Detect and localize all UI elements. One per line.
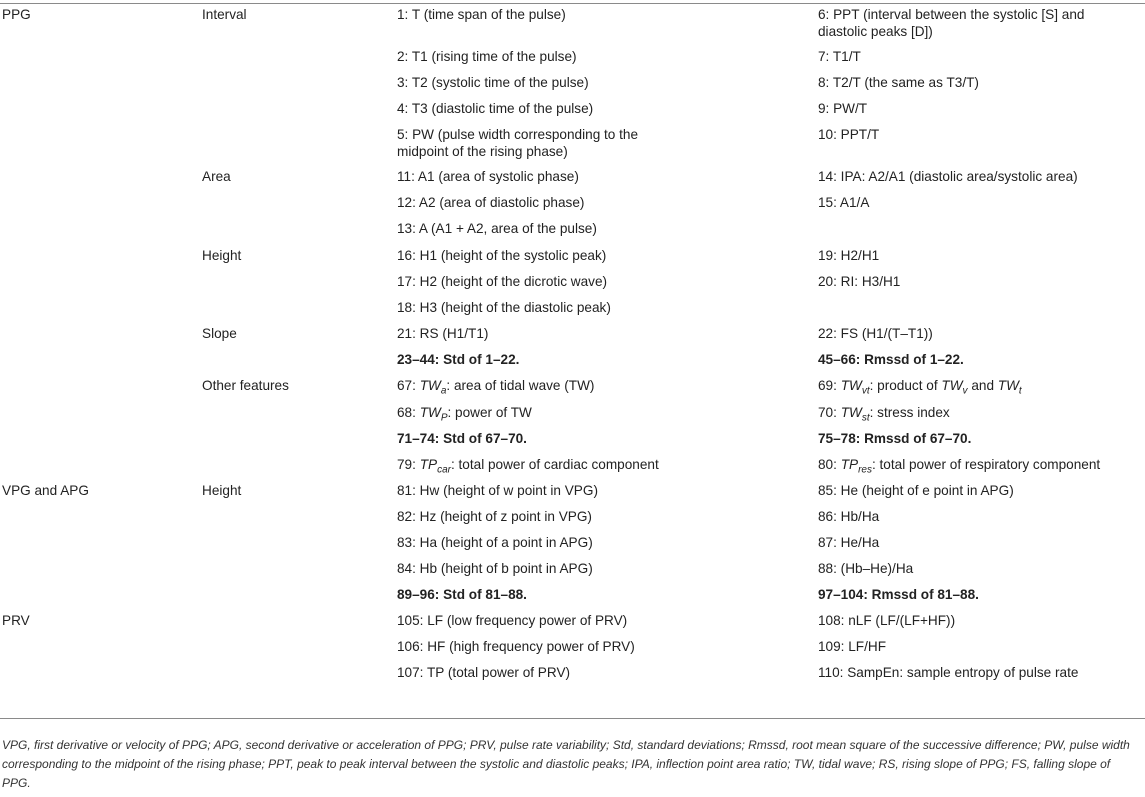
group-cell: VPG and APG bbox=[2, 483, 89, 498]
feature-left-cell: 83: Ha (height of a point in APG) bbox=[397, 535, 593, 550]
feature-left-cell bbox=[397, 404, 532, 427]
feature-left-cell bbox=[397, 456, 659, 479]
feature-right-cell: 14: IPA: A2/A1 (diastolic area/systolic area) bbox=[818, 169, 1078, 184]
cell-symbol: TW bbox=[419, 378, 441, 393]
feature-left-cell: 23–44: Std of 1–22. bbox=[397, 352, 520, 367]
table-row bbox=[0, 404, 1145, 430]
table-row bbox=[0, 273, 1145, 299]
feature-right-cell: 75–78: Rmssd of 67–70. bbox=[818, 431, 972, 446]
table-row bbox=[0, 430, 1145, 456]
group-cell: PRV bbox=[2, 613, 30, 628]
category-cell: Height bbox=[202, 483, 242, 498]
feature-right-cell bbox=[818, 456, 1100, 479]
table-row bbox=[0, 194, 1145, 220]
feature-right-cell bbox=[818, 404, 950, 427]
cell-text: : stress index bbox=[869, 405, 950, 420]
table-row bbox=[0, 351, 1145, 377]
category-cell: Height bbox=[202, 248, 242, 263]
category-cell: Slope bbox=[202, 326, 237, 341]
feature-right-cell: 110: SampEn: sample entropy of pulse rate bbox=[818, 665, 1079, 680]
feature-right-cell: 9: PW/T bbox=[818, 101, 868, 116]
feature-left-cell: 71–74: Std of 67–70. bbox=[397, 431, 527, 446]
feature-left-cell: 107: TP (total power of PRV) bbox=[397, 665, 571, 680]
table-row bbox=[0, 168, 1145, 194]
feature-left-cell: 5: PW (pulse width corresponding to the midpoint of the rising phase) bbox=[397, 127, 639, 159]
table-row bbox=[0, 482, 1145, 508]
feature-left-cell: 106: HF (high frequency power of PRV) bbox=[397, 639, 635, 654]
table-row bbox=[0, 48, 1145, 74]
feature-right-cell: 87: He/Ha bbox=[818, 535, 880, 550]
cell-symbol: TW bbox=[419, 405, 441, 420]
feature-left-cell: 84: Hb (height of b point in APG) bbox=[397, 561, 593, 576]
feature-left-cell: 4: T3 (diastolic time of the pulse) bbox=[397, 101, 594, 116]
cell-symbol: TW bbox=[997, 378, 1019, 393]
feature-table bbox=[0, 6, 1145, 690]
cell-subscript: t bbox=[1018, 385, 1022, 397]
feature-right-cell: 7: T1/T bbox=[818, 49, 861, 64]
category-cell: Interval bbox=[202, 7, 247, 22]
table-row bbox=[0, 638, 1145, 664]
feature-right-cell: 85: He (height of e point in APG) bbox=[818, 483, 1014, 498]
feature-left-cell: 3: T2 (systolic time of the pulse) bbox=[397, 75, 589, 90]
cell-text: 80: bbox=[818, 457, 841, 472]
category-cell: Other features bbox=[202, 378, 289, 393]
table-row bbox=[0, 534, 1145, 560]
cell-subscript: v bbox=[962, 385, 968, 397]
table-row bbox=[0, 325, 1145, 351]
feature-left-cell: 12: A2 (area of diastolic phase) bbox=[397, 195, 585, 210]
table-row bbox=[0, 247, 1145, 273]
feature-right-cell: 15: A1/A bbox=[818, 195, 870, 210]
cell-text: : area of tidal wave (TW) bbox=[446, 378, 595, 393]
feature-right-cell: 20: RI: H3/H1 bbox=[818, 274, 901, 289]
cell-text: and bbox=[967, 378, 998, 393]
table-row bbox=[0, 100, 1145, 126]
group-cell: PPG bbox=[2, 7, 31, 22]
feature-right-cell bbox=[818, 377, 1022, 400]
feature-left-cell: 13: A (A1 + A2, area of the pulse) bbox=[397, 221, 597, 236]
table-footnote: VPG, first derivative or velocity of PPG; APG, second derivative or acceleration of PPG; PRV, pulse rate variability; Std, standard deviations; Rmssd, root mean square of the successive difference; PW, pulse width corresponding to the midpoint of the rising phase; PPT, peak to peak interval between the systolic and diastolic peaks; IPA, inflection point area ratio; TW, tidal wave; RS, rising slope of PPG; FS, falling slope of PPG. bbox=[2, 738, 1130, 790]
category-cell: Area bbox=[202, 169, 231, 184]
cell-text: 68: bbox=[397, 405, 420, 420]
cell-text: : product of bbox=[869, 378, 942, 393]
table-row bbox=[0, 456, 1145, 482]
table-row bbox=[0, 126, 1145, 168]
feature-right-cell: 108: nLF (LF/(LF+HF)) bbox=[818, 613, 956, 628]
feature-left-cell: 17: H2 (height of the dicrotic wave) bbox=[397, 274, 608, 289]
table-row bbox=[0, 377, 1145, 404]
cell-subscript: res bbox=[858, 464, 872, 476]
feature-right-cell: 6: PPT (interval between the systolic [S] and diastolic peaks [D]) bbox=[818, 7, 1085, 39]
cell-subscript: car bbox=[437, 464, 451, 476]
table-row bbox=[0, 586, 1145, 612]
feature-left-cell bbox=[397, 377, 594, 400]
cell-symbol: TW bbox=[840, 405, 862, 420]
table-top-rule bbox=[0, 3, 1145, 4]
cell-text: 79: bbox=[397, 457, 420, 472]
cell-text: : power of TW bbox=[447, 405, 532, 420]
table-row bbox=[0, 6, 1145, 48]
feature-right-cell: 86: Hb/Ha bbox=[818, 509, 880, 524]
cell-subscript: vt bbox=[861, 385, 870, 397]
feature-left-cell: 89–96: Std of 81–88. bbox=[397, 587, 527, 602]
feature-left-cell: 18: H3 (height of the diastolic peak) bbox=[397, 300, 611, 315]
feature-left-cell: 11: A1 (area of systolic phase) bbox=[397, 169, 579, 184]
cell-subscript: P bbox=[440, 412, 448, 424]
feature-left-cell: 16: H1 (height of the systolic peak) bbox=[397, 248, 607, 263]
cell-subscript: st bbox=[861, 412, 870, 424]
feature-right-cell: 10: PPT/T bbox=[818, 127, 880, 142]
feature-right-cell: 45–66: Rmssd of 1–22. bbox=[818, 352, 964, 367]
table-bottom-rule bbox=[0, 718, 1145, 719]
feature-left-cell: 1: T (time span of the pulse) bbox=[397, 7, 566, 22]
feature-left-cell: 21: RS (H1/T1) bbox=[397, 326, 489, 341]
feature-right-cell: 8: T2/T (the same as T3/T) bbox=[818, 75, 979, 90]
cell-text: : total power of respiratory component bbox=[871, 457, 1101, 472]
feature-right-cell: 109: LF/HF bbox=[818, 639, 886, 654]
cell-text: 70: bbox=[818, 405, 841, 420]
table-row bbox=[0, 664, 1145, 690]
cell-subscript: a bbox=[440, 385, 447, 397]
cell-symbol: TP bbox=[840, 457, 859, 472]
feature-right-cell: 88: (Hb–He)/Ha bbox=[818, 561, 914, 576]
feature-left-cell: 105: LF (low frequency power of PRV) bbox=[397, 613, 628, 628]
table-row bbox=[0, 560, 1145, 586]
cell-symbol: TW bbox=[840, 378, 862, 393]
cell-symbol: TP bbox=[419, 457, 438, 472]
table-row bbox=[0, 612, 1145, 638]
feature-right-cell: 97–104: Rmssd of 81–88. bbox=[818, 587, 979, 602]
feature-left-cell: 2: T1 (rising time of the pulse) bbox=[397, 49, 577, 64]
table-row bbox=[0, 508, 1145, 534]
table-row bbox=[0, 299, 1145, 325]
cell-text: 67: bbox=[397, 378, 420, 393]
cell-text: : total power of cardiac component bbox=[450, 457, 659, 472]
feature-right-cell: 22: FS (H1/(T–T1)) bbox=[818, 326, 933, 341]
feature-left-cell: 82: Hz (height of z point in VPG) bbox=[397, 509, 592, 524]
table-row bbox=[0, 74, 1145, 100]
cell-text: 69: bbox=[818, 378, 841, 393]
feature-right-cell: 19: H2/H1 bbox=[818, 248, 880, 263]
feature-left-cell: 81: Hw (height of w point in VPG) bbox=[397, 483, 598, 498]
table-row bbox=[0, 220, 1145, 247]
cell-symbol: TW bbox=[941, 378, 963, 393]
